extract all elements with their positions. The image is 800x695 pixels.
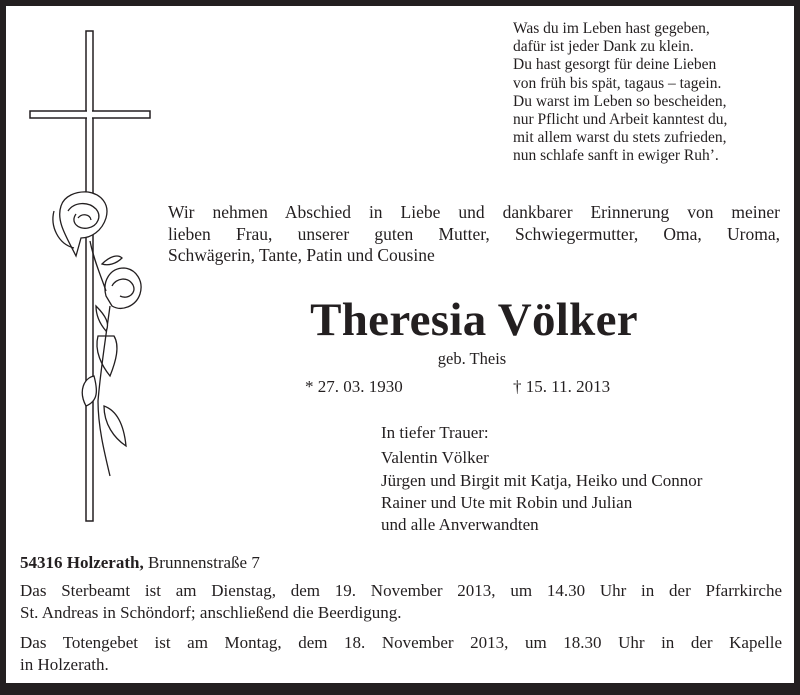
poem-line: Du hast gesorgt für deine Lieben [513,56,717,74]
mourners-heading: In tiefer Trauer: [381,423,489,442]
intro-line: Wir nehmen Abschied in Liebe und dankbarer Erinnerung von meiner [168,202,780,222]
intro-text [168,202,780,267]
address-street: Brunnenstraße 7 [147,553,260,572]
mourner-line: Valentin Völker [381,448,489,468]
mourner-line: Jürgen und Birgit mit Katja, Heiko und Connor [381,470,703,490]
funeral-line: St. Andreas in Schöndorf; anschließend die Beerdigung. [20,602,402,622]
deceased-name: Theresia Völker [310,294,638,346]
poem [513,20,727,166]
poem-line: Was du im Leben hast gegeben, [513,20,710,37]
address [20,552,782,574]
poem-line: Du warst im Leben so bescheiden, [513,92,727,110]
death-date: † 15. 11. 2013 [513,377,611,396]
prayer-line: Das Totengebet ist am Montag, dem 18. November 2013, um 18.30 Uhr in der Kapelle [20,633,782,652]
poem-line: nur Pflicht und Arbeit kanntest du, [513,111,728,129]
poem-line: nun schlafe sanft in ewiger Ruh’. [513,147,719,165]
poem-line: von früh bis spät, tagaus – tagein. [513,74,722,92]
prayer-line: in Holzerath. [20,654,109,674]
intro-line: lieben Frau, unserer guten Mutter, Schwiegermutter, Oma, Uroma, [168,223,780,244]
cross-with-roses-icon [6,6,166,536]
prayer-info [20,632,782,675]
funeral-line: Das Sterbeamt ist am Dienstag, dem 19. November 2013, um 14.30 Uhr in der Pfarrkirche [20,581,782,600]
mourners [381,422,702,536]
intro-line: Schwägerin, Tante, Patin und Cousine [168,245,435,265]
maiden-name: geb. Theis [437,349,507,368]
address-place: 54316 Holzerath, [20,553,144,572]
mourner-line: und alle Anverwandten [381,515,539,535]
mourner-line: Rainer und Ute mit Robin und Julian [381,492,633,512]
poem-line: mit allem warst du stets zufrieden, [513,129,727,147]
poem-line: dafür ist jeder Dank zu klein. [513,38,694,56]
funeral-info [20,580,782,623]
birth-date: * 27. 03. 1930 [305,377,403,396]
obituary-notice [6,6,794,683]
